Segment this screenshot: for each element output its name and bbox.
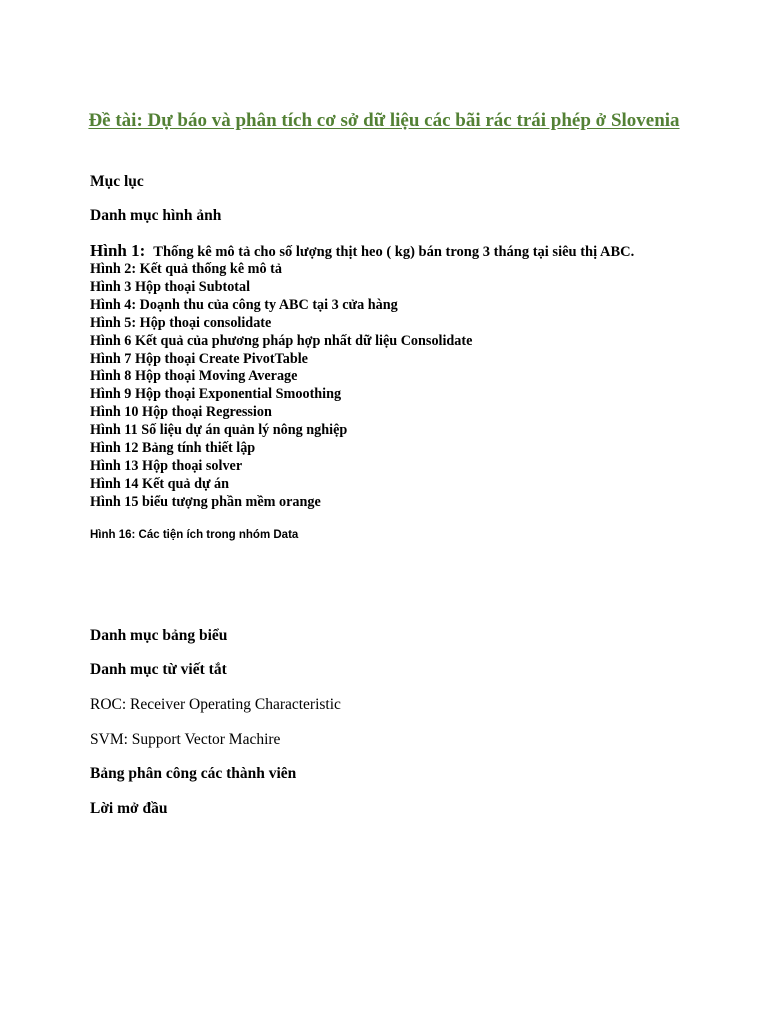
figure-entry: Hình 13 Hộp thoại solver bbox=[90, 457, 243, 474]
members-heading: Bảng phân công các thành viên bbox=[90, 765, 297, 782]
abbreviation-entry: SVM: Support Vector Machire bbox=[90, 731, 281, 748]
toc-heading: Mục lục bbox=[90, 173, 144, 190]
figures-heading: Danh mục hình ảnh bbox=[90, 207, 222, 224]
figure-entry: Hình 14 Kết quả dự án bbox=[90, 475, 230, 492]
figure-entry: Hình 2: Kết quả thống kê mô tả bbox=[90, 261, 282, 277]
figure-entry: Hình 7 Hộp thoại Create PivotTable bbox=[90, 350, 308, 367]
abbreviation-entry: ROC: Receiver Operating Characteristic bbox=[90, 696, 341, 713]
figure-entry: Hình 3 Hộp thoại Subtotal bbox=[90, 278, 251, 295]
figure-entry: Hình 15 biểu tượng phần mềm orange bbox=[90, 493, 321, 510]
figure-entry: Hình 11 Số liệu dự án quản lý nông nghiệp bbox=[90, 422, 348, 439]
figure-1-text: Thống kê mô tả cho số lượng thịt heo ( kg) bán trong 3 tháng tại siêu thị ABC. bbox=[153, 244, 635, 260]
figure-entry: Hình 5: Hộp thoại consolidate bbox=[90, 314, 272, 331]
figure-entry: Hình 12 Bảng tính thiết lập bbox=[90, 440, 256, 457]
figure-1-label: Hình 1: bbox=[90, 241, 146, 260]
figure-entry: Hình 6 Kết quả của phương pháp hợp nhất dữ liệu Consolidate bbox=[90, 332, 473, 349]
figure-list bbox=[90, 261, 472, 512]
figure-entry: Hình 9 Hộp thoại Exponential Smoothing bbox=[90, 386, 342, 403]
intro-heading: Lời mở đầu bbox=[90, 800, 168, 817]
figure-entry: Hình 4: Doạnh thu của công ty ABC tại 3 cửa hàng bbox=[90, 296, 398, 313]
figure-entry-1 bbox=[90, 240, 634, 263]
document-title: Đề tài: Dự báo và phân tích cơ sở dữ liệu các bãi rác trái phép ở Slovenia bbox=[88, 110, 680, 131]
figure-entry: Hình 10 Hộp thoại Regression bbox=[90, 404, 272, 421]
figure-entry-16: Hình 16: Các tiện ích trong nhóm Data bbox=[90, 529, 299, 541]
tables-heading: Danh mục bảng biểu bbox=[90, 627, 228, 644]
figure-entry: Hình 8 Hộp thoại Moving Average bbox=[90, 368, 298, 385]
abbreviations-heading: Danh mục từ viết tắt bbox=[90, 661, 227, 678]
